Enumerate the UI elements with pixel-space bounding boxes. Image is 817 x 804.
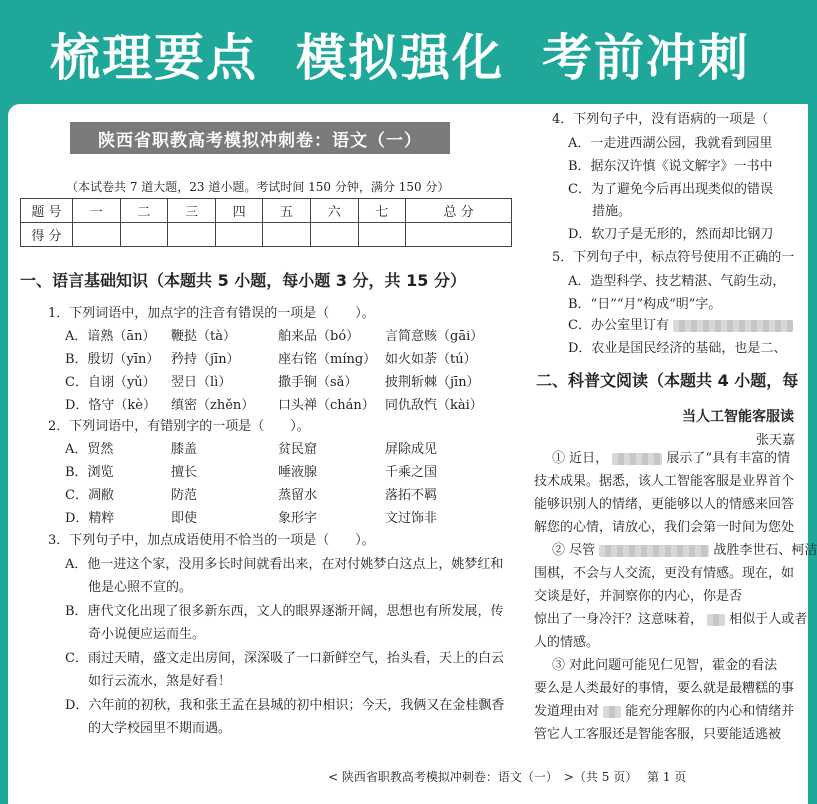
question-2-stem: 2．下列词语中，有错别字的一项是（ ）。	[48, 419, 310, 434]
article-line	[552, 540, 817, 563]
option-cell: 象形字	[278, 511, 318, 526]
option-cell: C．凋敝	[65, 488, 114, 503]
section-2-heading: 二、科普文阅读（本题共 4 小题，每	[536, 371, 799, 390]
option-cell: A．贸然	[65, 442, 114, 457]
option-cell: 撒手锏（sǎ）	[278, 375, 358, 390]
question-4-option: 措施。	[592, 204, 632, 219]
score-table	[20, 198, 512, 247]
option-cell: 如火如荼（tú）	[385, 352, 477, 367]
article-line: 能够识别人的情绪，更能够以人的情感来回答	[534, 497, 795, 512]
article-line: ③ 对此问题可能见仁见智，霍金的看法	[552, 658, 778, 673]
question-3-stem: 3．下列句子中，加点成语使用不恰当的一项是（ ）。	[48, 533, 375, 548]
score-input-cell[interactable]	[358, 223, 406, 247]
question-2-row-a	[65, 438, 492, 457]
exam-note: （本试卷共 7 道大题，23 道小题。考试时间 150 分钟，满分 150 分）	[66, 180, 450, 194]
blurred-text	[599, 545, 709, 557]
article-line: 交谈是好，并洞察你的内心，你是否	[534, 589, 743, 604]
banner-text-2: 模拟强化	[296, 29, 504, 87]
question-2-row-c	[65, 484, 492, 503]
question-3-line: 的大学校园里不期而遇。	[88, 721, 232, 736]
question-3-line: 如行云流水，煞是好看！	[88, 674, 232, 689]
option-cell: D．精粹	[65, 511, 115, 526]
question-1-row-a	[65, 325, 492, 344]
option-cell: C．自诩（yǔ）	[65, 375, 156, 390]
promo-banner	[0, 0, 800, 108]
article-line: 解您的心情，请放心，我们会第一时间为您处	[534, 520, 795, 535]
article-title: 当人工智能客服读	[682, 409, 794, 425]
option-cell: 擅长	[171, 465, 198, 480]
left-column	[8, 104, 520, 804]
score-input-cell[interactable]	[215, 223, 263, 247]
score-header-cell: 一	[73, 199, 121, 223]
question-1-row-c	[65, 371, 492, 390]
option-cell: 千乘之国	[385, 465, 438, 480]
score-header-row	[21, 199, 512, 223]
option-cell: 缜密（zhěn）	[171, 398, 255, 413]
option-cell: 防范	[171, 488, 198, 503]
page-footer: < 陕西省职教高考模拟冲刺卷：语文（一） >（共 5 页） 第 1 页	[328, 770, 687, 784]
article-author: 张天嘉	[756, 433, 796, 448]
question-1-row-d	[65, 394, 492, 413]
option-cell: 落拓不羁	[385, 488, 438, 503]
right-column	[534, 104, 817, 804]
article-text: 相似于人或者	[729, 612, 808, 627]
score-header-cell: 二	[120, 199, 168, 223]
option-cell: 同仇敌忾（kài）	[385, 398, 483, 413]
score-input-cell[interactable]	[406, 223, 512, 247]
option-cell: 舶来品（bó）	[278, 329, 360, 344]
article-line	[534, 609, 807, 632]
blurred-text	[673, 320, 793, 332]
question-5-option-c	[568, 314, 793, 333]
score-header-cell: 三	[168, 199, 216, 223]
question-2-row-d	[65, 507, 492, 526]
question-3-line: A．他一进这个家，没用多长时间就看出来，在对付姚梦白这点上，姚梦红和	[65, 557, 504, 572]
score-input-cell[interactable]	[73, 223, 121, 247]
question-5-option: D．农业是国民经济的基础，也是二、	[568, 341, 787, 356]
blurred-text	[612, 453, 662, 465]
option-cell: 翌日（lì）	[171, 375, 232, 390]
question-5-option: C．办公室里订有	[568, 318, 669, 333]
option-cell: 矜持（jīn）	[171, 352, 240, 367]
question-3-line: 他是心照不宣的。	[88, 580, 193, 595]
article-line: 管它人工客服还是智能客服，只要能适逃被	[534, 727, 782, 742]
article-text: 发道理由对	[534, 704, 600, 719]
option-cell: 文过饰非	[385, 511, 438, 526]
question-4-option: B．据东汉许慎《说文解字》一书中	[568, 159, 773, 174]
article-line: 围棋，不会与人交流，更没有情感。现在，如	[534, 566, 795, 581]
score-header-cell: 总 分	[406, 199, 512, 223]
blurred-text	[707, 614, 725, 626]
option-cell: 口头禅（chán）	[278, 398, 375, 413]
option-cell: B．浏览	[65, 465, 114, 480]
question-4-option: C．为了避免今后再出现类似的错误	[568, 182, 773, 197]
option-cell: 座右铭（míng）	[278, 352, 377, 367]
article-text: 能充分理解你的内心和情绪并	[625, 704, 795, 719]
option-cell: A．谙熟（ān）	[65, 329, 156, 344]
question-1-stem: 1．下列词语中，加点字的注音有错误的一项是（ ）。	[48, 306, 375, 321]
question-5-stem: 5．下列句子中，标点符号使用不正确的一	[552, 250, 795, 265]
question-3-line: B．唐代文化出现了很多新东西，文人的眼界逐渐开阔，思想也有所发展，传	[65, 604, 504, 619]
question-5-option: A．造型科学、技艺精湛、气韵生动，	[568, 274, 786, 289]
article-text: ② 尽管	[552, 543, 596, 558]
question-5-option: B．“日”“月”构成“明”字。	[568, 297, 722, 312]
article-line	[552, 448, 790, 471]
score-value-row	[21, 223, 512, 247]
blurred-text	[603, 706, 621, 718]
article-line: 人的情感。	[534, 635, 600, 650]
question-1-row-b	[65, 348, 492, 367]
question-3-line: D．六年前的初秋，我和张王孟在县城的初中相识；今天，我俩又在金桂飘香	[65, 698, 505, 713]
score-header-cell: 七	[358, 199, 406, 223]
score-header-cell: 题 号	[21, 199, 73, 223]
article-line	[534, 701, 794, 724]
article-text: 展示了“具有丰富的情	[666, 451, 791, 466]
option-cell: 蒸留水	[278, 488, 318, 503]
option-cell: 膝盖	[171, 442, 198, 457]
question-4-option: D．软刀子是无形的，然而却比钢刀	[568, 227, 774, 242]
article-text: 战胜李世石、柯洁	[713, 543, 817, 558]
banner-text-1: 梳理要点	[50, 29, 258, 87]
section-1-heading: 一、语言基础知识（本题共 5 小题，每小题 3 分，共 15 分）	[20, 271, 466, 290]
option-cell: 屏除成见	[385, 442, 438, 457]
option-cell: 贫民窟	[278, 442, 318, 457]
question-4-stem: 4．下列句子中，没有语病的一项是（	[552, 112, 769, 127]
exam-title: 陕西省职教高考模拟冲刺卷：语文（一）	[70, 122, 450, 154]
option-cell: B．殷切（yīn）	[65, 352, 160, 367]
article-text: 惊出了一身冷汗？这意味着，	[534, 612, 704, 627]
option-cell: 披荆斩棘（jīn）	[385, 375, 480, 390]
article-line: 要么是人类最好的事情，要么就是最糟糕的事	[534, 681, 795, 696]
article-text: ① 近日，	[552, 451, 609, 466]
option-cell: D．恪守（kè）	[65, 398, 156, 413]
score-row-label: 得 分	[21, 223, 73, 247]
option-cell: 唾液腺	[278, 465, 318, 480]
score-input-cell[interactable]	[310, 223, 358, 247]
question-3-line: 奇小说便应运而生。	[88, 627, 206, 642]
exam-paper	[8, 104, 817, 804]
score-input-cell[interactable]	[263, 223, 311, 247]
question-2-row-b	[65, 461, 492, 480]
question-4-option: A．一走进西湖公园，我就看到园里	[568, 136, 773, 151]
score-input-cell[interactable]	[120, 223, 168, 247]
score-header-cell: 四	[215, 199, 263, 223]
question-3-line: C．雨过天晴，盛文走出房间，深深吸了一口新鲜空气，抬头看，天上的白云	[65, 651, 504, 666]
option-cell: 鞭挞（tà）	[171, 329, 236, 344]
score-header-cell: 六	[310, 199, 358, 223]
option-cell: 言简意赅（gāi）	[385, 329, 484, 344]
option-cell: 即使	[171, 511, 198, 526]
banner-text-3: 考前冲刺	[542, 29, 750, 87]
article-line: 技术成果。据悉，该人工智能客服是业界首个	[534, 474, 795, 489]
score-input-cell[interactable]	[168, 223, 216, 247]
score-header-cell: 五	[263, 199, 311, 223]
